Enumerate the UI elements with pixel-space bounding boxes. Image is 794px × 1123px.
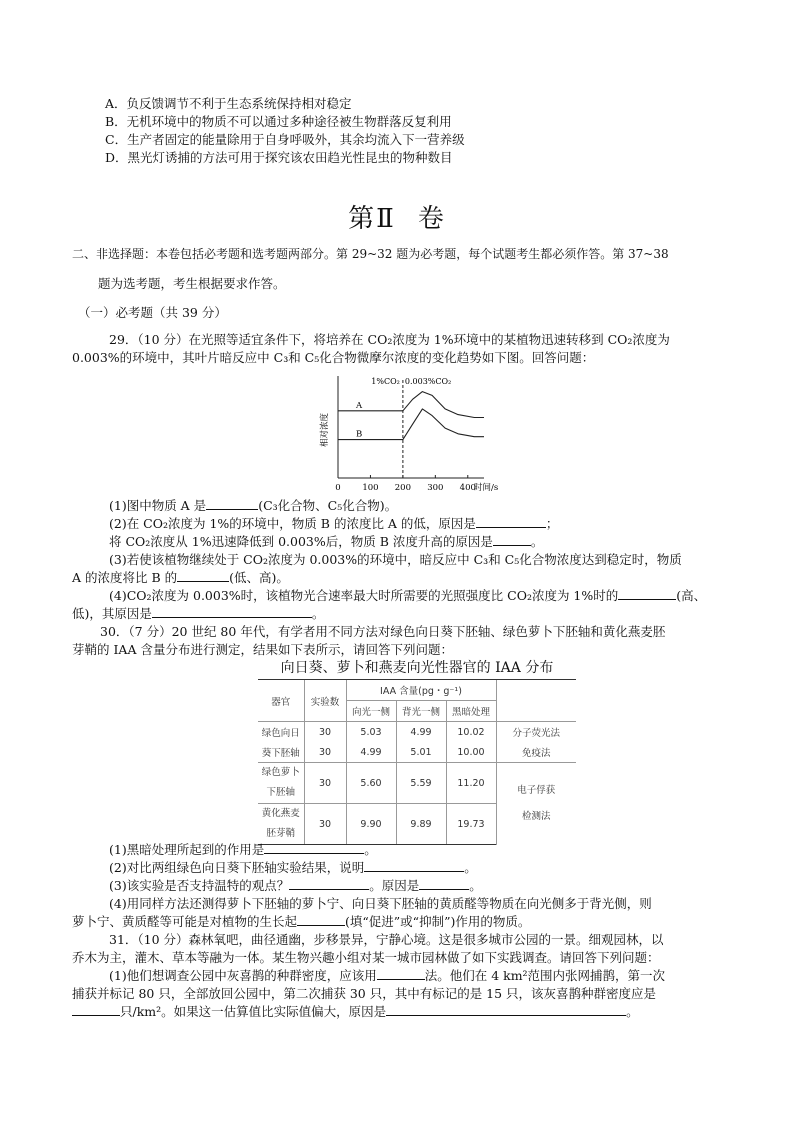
q31-stem2: 乔木为主，灌木、草本等融为一体。某生物兴趣小组对某一城市园林做了如下实践调查。请回答下列问题： [72,950,660,965]
series-label: B [355,429,363,440]
section-title: 第Ⅱ 卷 [348,204,446,234]
q31-stem1: 31．（10 分）森林氧吧，曲径通幽，步移景异，宁静心境。这是很多城市公园的一景。细观园林，以 [109,932,664,947]
header-lit-side: 向光一侧 [346,701,396,722]
answer-blank [476,515,546,528]
q30-part4: (4)用同样方法还测得萝卜下胚轴的萝卜宁、向日葵下胚轴的黄质醛等物质在向光侧多于背光侧，则 [109,896,652,911]
header-dark: 黑暗处理 [446,701,496,722]
table-title: 向日葵、萝卜和燕麦向光性器官的 IAA 分布 [280,660,554,676]
section2-line2: 题为选考题，考生根据要求作答。 [98,276,286,291]
q29-part2-cont: 将 CO₂浓度从 1%迅速降低到 0.003%后，物质 B 浓度升高的原因是 。 [109,534,544,549]
q29-stem2: 0.003%的环境中，其叶片暗反应中 C₃和 C₅化合物微摩尔浓度的变化趋势如下图。回答问题： [72,350,595,365]
q30-part2: (2)对比两组绿色向日葵下胚轴实验结果，说明 。 [109,860,477,875]
x-axis-label: 时间/s [474,483,499,493]
q29-part4: (4)CO₂浓度为 0.003%时，该植物光合速率最大时所需要的光照强度比 CO₂浓度为 1%时的 (高、 [109,588,707,603]
answer-blank [264,841,364,854]
answer-blank [377,967,425,980]
answer-blank [419,877,469,890]
y-axis-label: 相对浓度 [320,412,330,448]
answer-blank [493,533,531,546]
q31-part1: (1)他们想调查公园中灰喜鹊的种群密度，应该用 法。他们在 4 km²范围内张网捕鹊，第一次 [109,968,666,983]
required-heading: （一）必考题（共 39 分） [78,305,227,320]
option-c: C．生产者固定的能量除用于自身呼吸外，其余均流入下一营养级 [105,132,465,147]
q30-part1: (1)黑暗处理所起到的作用是 。 [109,842,377,857]
option-a: A．负反馈调节不利于生态系统保持相对稳定 [105,96,352,111]
q30-part4-cont: 萝卜宁、黄质醛等可能是对植物的生长起 (填“促进”或“抑制”)作用的物质。 [72,914,531,929]
table-row: 葵下胚轴 30 4.99 5.01 10.00 免疫法 [258,742,576,763]
q29-part3: (3)若使该植物继续处于 CO₂浓度为 0.003%的环境中，暗反应中 C₃和 C₅化合物浓度达到稳定时，物质 [109,552,682,567]
q31-part1-cont2: 只/km²。如果这一估算值比实际值偏大，原因是 。 [72,1003,794,1020]
x-tick-label: 400 [459,483,476,493]
iaa-table [258,679,576,845]
x-tick-label: 0 [335,483,341,493]
q29-part2: (2)在 CO₂浓度为 1%的环境中，物质 B 的浓度比 A 的低，原因是 ； [109,516,559,531]
header-method [496,680,576,722]
table-header-row [258,680,576,701]
table-row: 绿色萝卜 下胚轴 30 5.60 5.59 11.20 电子俘获 检测法 [258,763,576,804]
q30-stem1: 30．（7 分）20 世纪 80 年代，有学者用不同方法对绿色向日葵下胚轴、绿色萝卜下胚轴和黄化燕麦胚 [100,624,666,639]
q30-part3: (3)该实验是否支持温特的观点？ 。原因是 。 [109,878,482,893]
x-tick-label: 100 [362,483,379,493]
answer-blank [152,605,312,618]
answer-blank [177,569,229,582]
table-row: 黄化燕麦 胚芽鞘 30 9.90 9.89 19.73 [258,804,576,845]
q29-stem1: 29．（10 分）在光照等适宜条件下，将培养在 CO₂浓度为 1%环境中的某植物迅速转移到 CO₂浓度为 [109,332,670,347]
q29-part1: (1)图中物质 A 是 (C₃化合物、C₅化合物)。 [109,498,398,513]
answer-blank [364,859,464,872]
condition-label: 0.003%CO₂ [404,377,452,386]
series-label: A [356,400,363,411]
header-back-side: 背光一侧 [396,701,446,722]
header-iaa: IAA 含量(pg・g⁻¹) [346,680,496,701]
x-tick-label: 300 [427,483,444,493]
q29-part3-cont: A 的浓度将比 B 的 (低、高)。 [72,570,289,585]
header-count: 实验数 [304,680,346,722]
x-tick-label: 200 [394,483,412,493]
answer-blank [206,497,258,510]
option-b: B．无机环境中的物质不可以通过多种途径被生物群落反复利用 [105,114,452,129]
chart-text [319,377,498,493]
q30-stem2: 芽鞘的 IAA 含量分布进行测定，结果如下表所示，请回答下列问题： [72,642,453,657]
header-organ: 器官 [258,680,304,722]
answer-blank [297,913,345,926]
answer-blank [72,1003,120,1016]
concentration-chart [318,372,499,494]
answer-blank [289,877,369,890]
option-d: D．黑光灯诱捕的方法可用于探究该农田趋光性昆虫的物种数目 [105,150,453,165]
q29-part4-cont: 低)，其原因是 。 [72,606,325,621]
section2-line1: 二、非选择题：本卷包括必考题和选考题两部分。第 29~32 题为必考题，每个试题考生都必须作答。第 37~38 [72,247,669,261]
q31-part1-cont: 捕获并标记 80 只，全部放回公园中，第二次捕获 30 只，其中有标记的是 15 只，该灰喜鹊种群密度应是 [72,986,657,1001]
answer-blank [618,587,676,600]
answer-blank [386,1003,626,1016]
condition-label: 1%CO₂ [371,377,400,386]
table-row: 绿色向日 30 5.03 4.99 10.02 分子荧光法 [258,722,576,743]
